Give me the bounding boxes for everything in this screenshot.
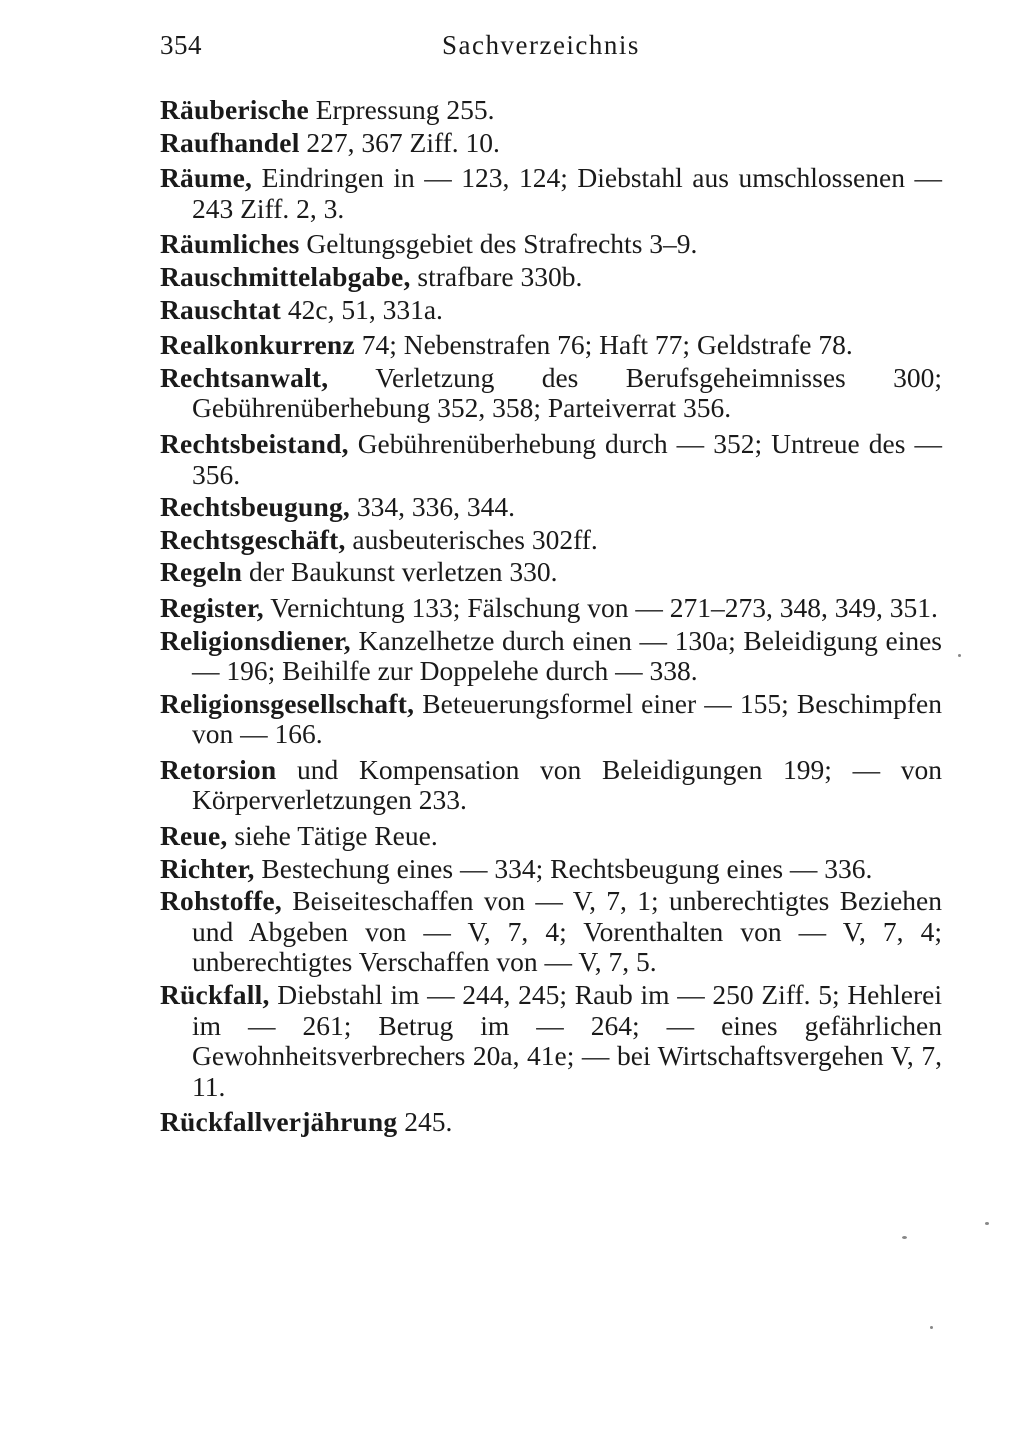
entry-text: Verletzung des Berufsgeheimnisses 300; Gebührenüberhebung 352, 358; Parteiverrat 356.: [192, 361, 942, 424]
index-entry: [160, 262, 942, 293]
index-entry: [160, 626, 942, 687]
index-entry: [160, 980, 942, 1102]
entry-term: Rückfallverjährung: [160, 1106, 398, 1138]
entry-term: Richter,: [160, 852, 255, 884]
entry-term: Retorsion: [160, 753, 277, 785]
print-speck: [985, 1222, 989, 1225]
entry-term: Rauschmittelabgabe,: [160, 260, 411, 292]
entry-term: Rohstoffe,: [160, 885, 282, 917]
print-speck: [930, 1326, 933, 1329]
entry-text: ausbeuterisches 302ff.: [345, 523, 598, 555]
page-header: [160, 30, 950, 70]
entry-text: der Baukunst verletzen 330.: [242, 556, 558, 588]
entry-text: Eindringen in — 123, 124; Diebstahl aus umschlossenen — 243 Ziff. 2, 3.: [192, 162, 942, 224]
page-number: 354: [160, 30, 202, 60]
index-entry: [160, 492, 942, 523]
entry-term: Rechtsanwalt,: [160, 361, 329, 393]
index-entry: [160, 429, 942, 490]
entry-text: strafbare 330b.: [410, 260, 583, 292]
index-entries: [160, 95, 942, 1140]
index-entry: [160, 886, 942, 978]
entry-text: und Kompensation von Beleidigungen 199; — von Körperverletzungen 233.: [192, 753, 942, 816]
running-title: Sachverzeichnis: [442, 30, 640, 60]
entry-text: Erpressung 255.: [308, 94, 495, 125]
entry-text: Geltungsgebiet des Strafrechts 3–9.: [299, 228, 698, 260]
print-speck: [902, 1236, 907, 1239]
entry-term: Räuberische: [160, 94, 309, 125]
entry-term: Religionsgesellschaft,: [160, 687, 415, 719]
entry-term: Räume,: [160, 162, 253, 194]
entry-term: Register,: [160, 591, 264, 623]
index-entry: [160, 689, 942, 750]
entry-text: Bestechung eines — 334; Rechtsbeugung eines — 336.: [254, 852, 873, 884]
index-entry: [160, 557, 942, 588]
index-entry: [160, 821, 942, 852]
entry-text: Beteuerungsformel einer — 155; Beschimpfen von — 166.: [192, 687, 942, 750]
entry-term: Regeln: [160, 556, 243, 588]
entry-term: Rückfall,: [160, 979, 270, 1011]
entry-text: Gebührenüberhebung durch — 352; Untreue des — 356.: [192, 427, 942, 490]
print-speck: [958, 654, 961, 657]
entry-term: Religionsdiener,: [160, 624, 351, 656]
index-entry: [160, 128, 942, 159]
index-entry: [160, 755, 942, 816]
entry-text: Beiseiteschaffen von — V, 7, 1; unberechtigtes Beziehen und Abgeben von — V, 7, 4; Vorenthalten von — V, 7, 4; unberechtigtes Verschaffen von — V, 7, 5.: [192, 885, 942, 978]
entry-term: Realkonkurrenz: [160, 329, 355, 361]
entry-text: 245.: [397, 1106, 453, 1138]
index-entry: [160, 1107, 942, 1138]
entry-term: Rechtsbeugung,: [160, 491, 350, 523]
entry-term: Reue,: [160, 820, 228, 852]
index-entry: [160, 593, 942, 624]
entry-text: Kanzelhetze durch einen — 130a; Beleidigung eines — 196; Beihilfe zur Doppelehe durch — 338.: [192, 624, 942, 687]
index-entry: [160, 229, 942, 260]
entry-term: Rauschtat: [160, 293, 281, 325]
index-entry: [160, 163, 942, 224]
entry-text: Diebstahl im — 244, 245; Raub im — 250 Ziff. 5; Hehlerei im — 261; Betrug im — 264; — eines gefährlichen Gewohnheitsverbrechers 20a, 41e; — bei Wirtschaftsvergehen V, 7, 11.: [192, 979, 942, 1102]
entry-term: Rechtsbeistand,: [160, 427, 349, 459]
entry-text: 227, 367 Ziff. 10.: [299, 126, 500, 158]
entry-term: Raufhandel: [160, 126, 300, 158]
index-entry: [160, 854, 942, 885]
entry-term: Rechtsgeschäft,: [160, 523, 346, 555]
entry-text: Vernichtung 133; Fälschung von — 271–273, 348, 349, 351.: [263, 591, 938, 623]
index-entry: [160, 363, 942, 424]
index-entry: [160, 525, 942, 556]
index-entry: [160, 95, 942, 126]
entry-text: 334, 336, 344.: [349, 491, 515, 523]
index-entry: [160, 330, 942, 361]
entry-text: siehe Tätige Reue.: [227, 820, 438, 852]
entry-term: Räumliches: [160, 228, 300, 260]
entry-text: 74; Nebenstrafen 76; Haft 77; Geldstrafe 78.: [354, 329, 853, 361]
entry-text: 42c, 51, 331a.: [280, 293, 443, 325]
index-entry: [160, 295, 942, 326]
